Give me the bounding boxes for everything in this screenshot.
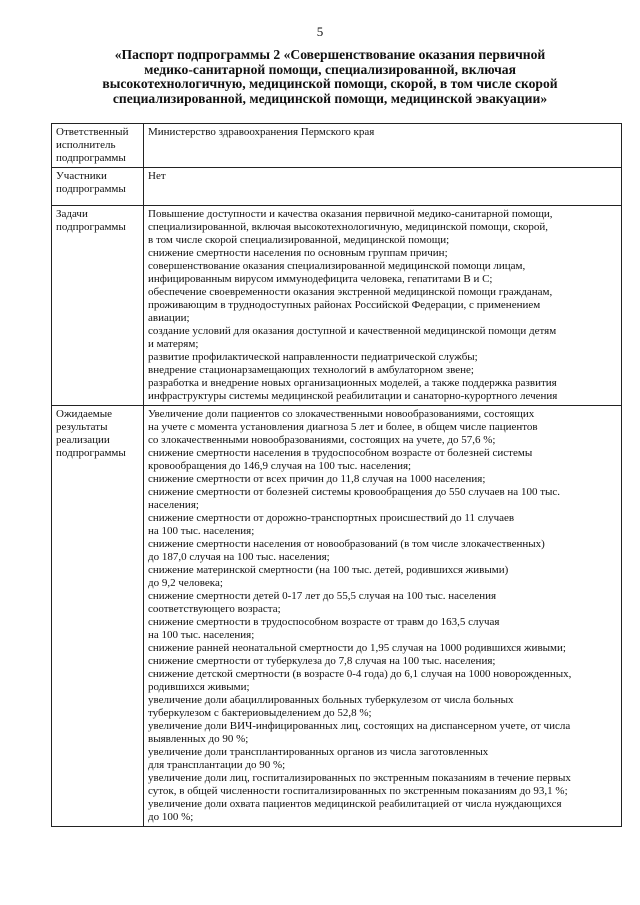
value-line: разработка и внедрение новых организационных моделей, а также поддержка развития	[148, 377, 557, 389]
value-line: снижение детской смертности (в возрасте 0-4 года) до 6,1 случая на 1000 новорожденных,	[148, 668, 572, 680]
label-line: Задачи	[56, 208, 88, 220]
value-line: снижение смертности населения в трудоспособном возрасте от болезней системы	[148, 447, 533, 459]
responsible-executor-row	[52, 124, 622, 168]
value-line: проживающим в труднодоступных районах Российской Федерации, с применением	[148, 299, 541, 311]
value-line: создание условий для оказания доступной и качественной медицинской помощи детям	[148, 325, 557, 337]
title-line: «Паспорт подпрограммы 2 «Совершенствование оказания первичной	[114, 47, 546, 62]
value-line: туберкулезом с бактериовыделением до 52,8 %;	[148, 707, 372, 719]
row-value	[144, 124, 622, 168]
value-line: снижение ранней неонатальной смертности до 1,95 случая на 1000 родившихся живыми;	[148, 642, 566, 654]
label-line: Участники	[56, 170, 107, 182]
label-line: подпрограммы	[56, 152, 126, 164]
value-line: снижение смертности от всех причин до 11,8 случая на 1000 населения;	[148, 473, 486, 485]
row-label	[52, 124, 144, 168]
value-line: снижение смертности от болезней системы кровообращения до 550 случаев на 100 тыс.	[148, 486, 561, 498]
label-line: исполнитель	[56, 139, 116, 151]
value-line: развитие профилактической направленности педиатрической службы;	[148, 351, 478, 363]
value-line: для трансплантации до 90 %;	[148, 759, 286, 771]
value-line: авиации;	[148, 312, 190, 324]
title-line: специализированной, медицинской помощи, медицинской эвакуации»	[112, 90, 548, 106]
value-line: снижение материнской смертности (на 100 тыс. детей, родившихся живыми)	[148, 564, 509, 576]
value-line: увеличение доли ВИЧ-инфицированных лиц, состоящих на диспансерном учете, от числа	[148, 720, 571, 732]
value-line: кровообращения до 146,9 случая на 100 тыс. населения;	[148, 460, 412, 472]
label-line: подпрограммы	[56, 183, 126, 195]
row-label	[52, 206, 144, 406]
value-line: суток, в общей численности госпитализированных по экстренным показаниям до 93,1 %;	[148, 785, 568, 797]
row-label	[52, 168, 144, 206]
row-value	[144, 206, 622, 406]
label-line: результаты	[56, 421, 108, 433]
value-line: Повышение доступности и качества оказания первичной медико-санитарной помощи,	[148, 208, 553, 220]
value-line: родившихся живыми;	[148, 681, 250, 693]
row-value	[144, 168, 622, 206]
value-line: до 187,0 случая на 100 тыс. населения;	[148, 551, 330, 563]
value-line: соответствующего возраста;	[148, 603, 281, 615]
value-line: снижение смертности от дорожно-транспортных происшествий до 11 случаев	[148, 512, 515, 524]
value-line: совершенствование оказания специализированной медицинской помощи лицам,	[148, 260, 526, 272]
title-line: медико-санитарной помощи, специализированной, включая	[144, 61, 516, 77]
value-line: обеспечение своевременности оказания экстренной медицинской помощи гражданам,	[148, 286, 553, 298]
page-number: 5	[316, 24, 324, 39]
value-line: специализированной, включая высокотехнологичную, медицинской помощи, скорой,	[148, 221, 549, 233]
value-line: Увеличение доли пациентов со злокачественными новообразованиями, состоящих	[148, 408, 535, 420]
value-line: снижение смертности детей 0-17 лет до 55,5 случая на 100 тыс. населения	[148, 590, 497, 602]
value-line: снижение смертности населения по основным группам причин;	[148, 247, 448, 259]
value-line: на 100 тыс. населения;	[148, 629, 255, 641]
expected-results-row	[52, 406, 622, 827]
tasks-row	[52, 206, 622, 406]
value-line: Нет	[148, 170, 166, 182]
value-line: снижение смертности от туберкулеза до 7,8 случая на 100 тыс. населения;	[148, 655, 496, 667]
value-line: населения;	[148, 499, 199, 511]
label-line: Ожидаемые	[56, 408, 113, 420]
value-line: увеличение доли охвата пациентов медицинской реабилитацией от числа нуждающихся	[148, 798, 562, 810]
value-line: на 100 тыс. населения;	[148, 525, 255, 537]
value-line: снижение смертности в трудоспособном возрасте от травм до 163,5 случая	[148, 616, 500, 628]
value-line: увеличение доли лиц, госпитализированных по экстренным показаниям в течение первых	[148, 772, 571, 784]
label-line: Ответственный	[56, 126, 129, 138]
value-line: внедрение стационарзамещающих технологий в амбулаторном звене;	[148, 364, 474, 376]
label-line: подпрограммы	[56, 221, 126, 233]
value-line: Министерство здравоохранения Пермского края	[148, 126, 375, 138]
row-label	[52, 406, 144, 827]
passport-table	[51, 123, 622, 827]
value-line: со злокачественными новообразованиями, состоящих на учете, до 57,6 %;	[148, 434, 496, 446]
value-line: увеличение доли абациллированных больных туберкулезом от числа больных	[148, 694, 514, 706]
value-line: снижение смертности населения от новообразований (в том числе злокачественных)	[148, 538, 545, 550]
label-line: реализации	[56, 434, 110, 446]
value-line: выявленных до 90 %;	[148, 733, 249, 745]
value-line: до 9,2 человека;	[148, 577, 223, 589]
label-line: подпрограммы	[56, 447, 126, 459]
participants-row	[52, 168, 622, 206]
document-title	[60, 48, 600, 106]
value-line: до 100 %;	[148, 811, 194, 823]
value-line: инфицированным вирусом иммунодефицита человека, гепатитами В и С;	[148, 273, 493, 285]
value-line: инфраструктуры системы медицинской реабилитации и санаторно-курортного лечения	[148, 390, 558, 402]
title-line: высокотехнологичную, медицинской помощи, скорой, в том числе скорой	[102, 76, 558, 92]
value-line: на учете с момента установления диагноза 5 лет и более, в общем числе пациентов	[148, 421, 538, 433]
value-line: в том числе скорой специализированной, медицинской помощи;	[148, 234, 450, 246]
value-line: и матерям;	[148, 338, 199, 350]
value-line: увеличение доли трансплантированных органов из числа заготовленных	[148, 746, 489, 758]
row-value	[144, 406, 622, 827]
